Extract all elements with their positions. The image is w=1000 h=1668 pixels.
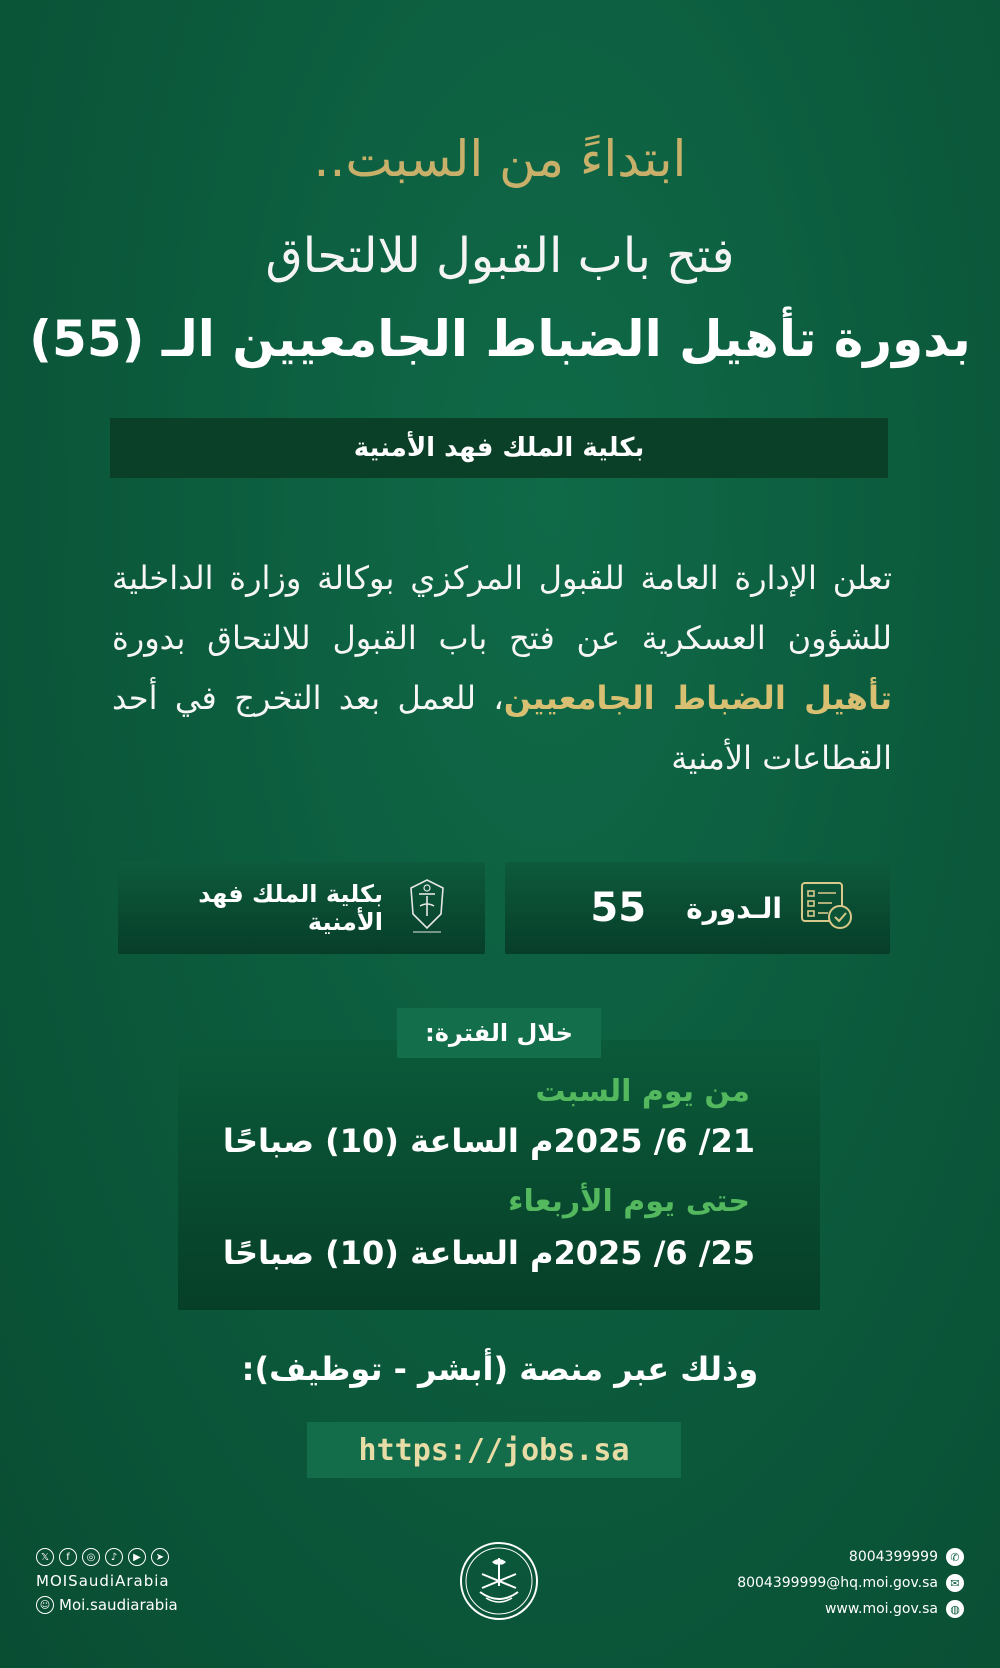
- social-handle: MOISaudiArabia: [36, 1572, 170, 1590]
- announcement-highlight: تأهيل الضباط الجامعيين: [503, 679, 892, 717]
- headline-line1: ابتداءً من السبت..: [313, 130, 687, 188]
- course-label: الـدورة: [686, 891, 782, 925]
- college-label: بكلية الملك فهد الأمنية: [198, 880, 383, 936]
- x-icon[interactable]: 𝕏: [36, 1548, 54, 1566]
- snapchat-icon[interactable]: ☺: [36, 1596, 54, 1614]
- checklist-icon: [800, 881, 854, 935]
- from-day: من يوم السبت: [535, 1074, 750, 1109]
- announcement-part1: تعلن الإدارة العامة للقبول المركزي بوكالة وزارة الداخلية للشؤون العسكرية عن فتح باب القبول للالتحاق بدورة: [112, 559, 892, 657]
- platform-via: وذلك عبر منصة (أبشر - توظيف):: [241, 1350, 759, 1388]
- facebook-icon[interactable]: f: [59, 1548, 77, 1566]
- instagram-icon[interactable]: ◎: [82, 1548, 100, 1566]
- from-date: 21/ 6/ 2025م الساعة (10) صباحًا: [222, 1122, 755, 1160]
- website-url[interactable]: www.moi.gov.sa: [824, 1601, 938, 1617]
- platform-url-link[interactable]: https://jobs.sa: [307, 1422, 681, 1478]
- youtube-icon[interactable]: ▶: [128, 1548, 146, 1566]
- college-crest-icon: [405, 876, 449, 940]
- course-card: [505, 862, 890, 954]
- email-icon: ✉: [946, 1574, 964, 1592]
- social-icons: [36, 1548, 178, 1566]
- website-row: [644, 1600, 964, 1618]
- headline-line3: بدورة تأهيل الضباط الجامعيين الـ (55): [29, 310, 971, 368]
- phone-row: [644, 1548, 964, 1566]
- announcement-text: [112, 548, 892, 788]
- globe-icon: ◍: [946, 1600, 964, 1618]
- telegram-icon[interactable]: ➤: [151, 1548, 169, 1566]
- phone-icon: ✆: [946, 1548, 964, 1566]
- moi-emblem-icon: [458, 1540, 540, 1622]
- course-number: 55: [590, 885, 647, 931]
- headline-line2: فتح باب القبول للالتحاق: [265, 228, 735, 284]
- email-address[interactable]: 8004399999@hq.moi.gov.sa: [737, 1575, 938, 1591]
- footer-social: [36, 1548, 178, 1614]
- college-bar: بكلية الملك فهد الأمنية: [110, 418, 888, 478]
- to-day: حتى يوم الأربعاء: [508, 1184, 750, 1219]
- phone-number[interactable]: 8004399999: [848, 1549, 938, 1565]
- snapchat-row: [36, 1596, 178, 1614]
- to-date: 25/ 6/ 2025م الساعة (10) صباحًا: [222, 1234, 755, 1272]
- snapchat-handle: Moi.saudiarabia: [59, 1596, 178, 1614]
- college-card: [118, 862, 485, 954]
- announcement-part2: ، للعمل بعد التخرج في أحد القطاعات الأمنية: [112, 679, 892, 777]
- footer-contact: [644, 1548, 964, 1626]
- email-row: [644, 1574, 964, 1592]
- tiktok-icon[interactable]: ♪: [105, 1548, 123, 1566]
- period-label: خلال الفترة:: [397, 1008, 601, 1058]
